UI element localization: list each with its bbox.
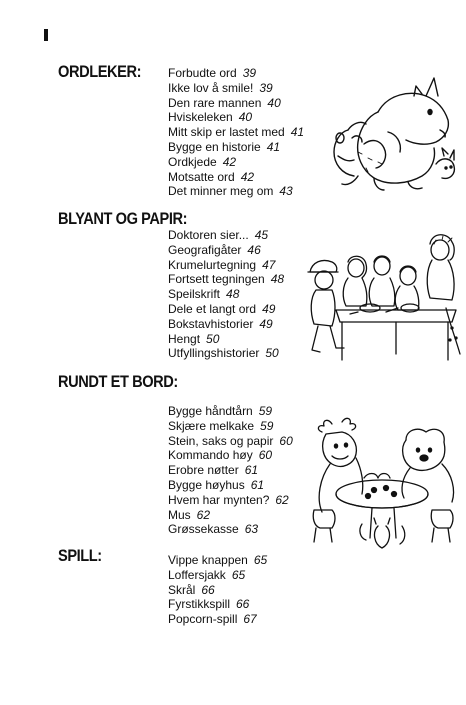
rhino-bear-illustration: [318, 72, 460, 194]
toc-entry[interactable]: [168, 81, 304, 96]
entry-title: Doktoren sier...: [168, 228, 249, 242]
entry-page: 49: [259, 316, 273, 331]
entry-page: 47: [262, 257, 276, 272]
toc-entry[interactable]: [168, 302, 284, 317]
entry-title: Dele et langt ord: [168, 301, 257, 316]
entry-page: 63: [244, 522, 259, 537]
toc-entry[interactable]: [168, 140, 304, 155]
entry-title: Hviskeleken: [168, 110, 233, 125]
toc-entry[interactable]: [168, 125, 304, 140]
entry-page: 50: [265, 346, 279, 361]
entry-page: 43: [279, 184, 293, 199]
toc-entry[interactable]: [168, 96, 304, 111]
toc-entry[interactable]: [168, 272, 284, 287]
toc-entry[interactable]: [168, 287, 284, 302]
entry-title: Geografigåter: [168, 242, 242, 257]
toc-entry[interactable]: [168, 346, 284, 361]
toc-entry[interactable]: [168, 463, 293, 478]
entry-page: 40: [238, 110, 253, 125]
section-heading-ordleker: ORDLEKER:: [58, 62, 142, 81]
section-heading-spill: SPILL:: [58, 546, 102, 565]
toc-entry[interactable]: [168, 612, 267, 627]
toc-entry[interactable]: [168, 583, 267, 598]
entry-title: Stein, saks og papir: [168, 433, 274, 448]
entry-title: Speilskrift: [168, 287, 221, 302]
toc-entry[interactable]: [168, 243, 284, 258]
toc-entry[interactable]: [168, 258, 284, 273]
entry-title: Hvem har mynten?: [168, 492, 270, 507]
entry-title: Krumelurtegning: [168, 257, 257, 272]
entry-title: Kommando høy: [168, 448, 253, 463]
entry-page: 40: [267, 95, 281, 110]
entry-page: 60: [258, 448, 273, 463]
entry-page: 42: [222, 154, 237, 169]
toc-entry[interactable]: [168, 155, 304, 170]
entry-title: Popcorn-spill: [168, 612, 238, 627]
entry-page: 41: [290, 125, 305, 140]
entry-title: Fyrstikkspill: [168, 597, 230, 612]
toc-entry[interactable]: [168, 597, 267, 612]
entry-page: 66: [236, 597, 250, 612]
entry-page: 42: [240, 169, 255, 184]
entry-page: 62: [196, 507, 211, 522]
entry-title: Ordkjede: [168, 154, 217, 169]
entry-title: Bygge håndtårn: [168, 404, 253, 418]
toc-entry[interactable]: [168, 493, 293, 508]
toc-entry[interactable]: [168, 317, 284, 332]
toc-entry[interactable]: [168, 332, 284, 347]
entry-page: 65: [253, 553, 268, 567]
entry-page: 39: [259, 80, 273, 95]
entry-page: 49: [262, 301, 276, 316]
toc-entry[interactable]: [168, 170, 304, 185]
entry-page: 39: [242, 66, 257, 80]
entry-page: 60: [279, 433, 293, 448]
toc-list-spill: [168, 553, 267, 627]
toc-entry[interactable]: [168, 184, 304, 199]
toc-entry[interactable]: [168, 228, 284, 243]
toc-entry[interactable]: [168, 404, 293, 419]
entry-page: 46: [247, 242, 261, 257]
toc-entry[interactable]: [168, 478, 293, 493]
entry-page: 61: [250, 477, 265, 492]
section-heading-rundt-et-bord: RUNDT ET BORD:: [58, 372, 178, 391]
entry-title: Bygge en historie: [168, 139, 261, 154]
entry-title: Forbudte ord: [168, 66, 237, 80]
entry-page: 59: [260, 418, 274, 433]
entry-page: 59: [258, 404, 273, 418]
entry-title: Mitt skip er lastet med: [168, 125, 285, 140]
animals-round-table-illustration: [302, 414, 462, 556]
entry-title: Utfyllingshistorier: [168, 346, 260, 361]
entry-title: Bygge høyhus: [168, 477, 245, 492]
entry-title: Motsatte ord: [168, 169, 235, 184]
entry-title: Mus: [168, 507, 191, 522]
entry-page: 66: [201, 582, 215, 597]
entry-title: Ikke lov å smile!: [168, 80, 254, 95]
toc-entry[interactable]: [168, 434, 293, 449]
toc-entry[interactable]: [168, 419, 293, 434]
entry-page: 48: [270, 272, 285, 287]
entry-title: Hengt: [168, 331, 201, 346]
entry-page: 48: [226, 287, 240, 302]
entry-title: Det minner meg om: [168, 184, 274, 199]
entry-title: Bokstavhistorier: [168, 316, 254, 331]
toc-entry[interactable]: [168, 522, 293, 537]
toc-entry[interactable]: [168, 553, 267, 568]
entry-page: 67: [243, 612, 257, 627]
toc-entry[interactable]: [168, 110, 304, 125]
toc-list-blyant-og-papir: [168, 228, 284, 361]
kids-at-table-illustration: [306, 228, 462, 364]
toc-list-ordleker: [168, 66, 304, 199]
entry-title: Loffersjakk: [168, 567, 226, 582]
toc-entry[interactable]: [168, 568, 267, 583]
section-heading-blyant-og-papir: BLYANT OG PAPIR:: [58, 209, 188, 228]
toc-entry[interactable]: [168, 508, 293, 523]
toc-entry[interactable]: [168, 448, 293, 463]
entry-page: 62: [275, 492, 289, 507]
entry-title: Skrål: [168, 582, 196, 597]
entry-page: 50: [206, 331, 220, 346]
entry-title: Fortsett tegningen: [168, 272, 265, 287]
entry-title: Vippe knappen: [168, 553, 248, 567]
toc-list-rundt-et-bord: [168, 404, 293, 537]
entry-page: 41: [266, 139, 281, 154]
entry-title: Den rare mannen: [168, 95, 262, 110]
toc-entry[interactable]: [168, 66, 304, 81]
entry-page: 61: [244, 463, 259, 478]
entry-title: Skjære melkake: [168, 418, 255, 433]
entry-page: 45: [254, 228, 269, 242]
entry-title: Grøssekasse: [168, 522, 239, 537]
page-edge-mark: [44, 29, 48, 41]
entry-title: Erobre nøtter: [168, 463, 239, 478]
entry-page: 65: [231, 567, 246, 582]
